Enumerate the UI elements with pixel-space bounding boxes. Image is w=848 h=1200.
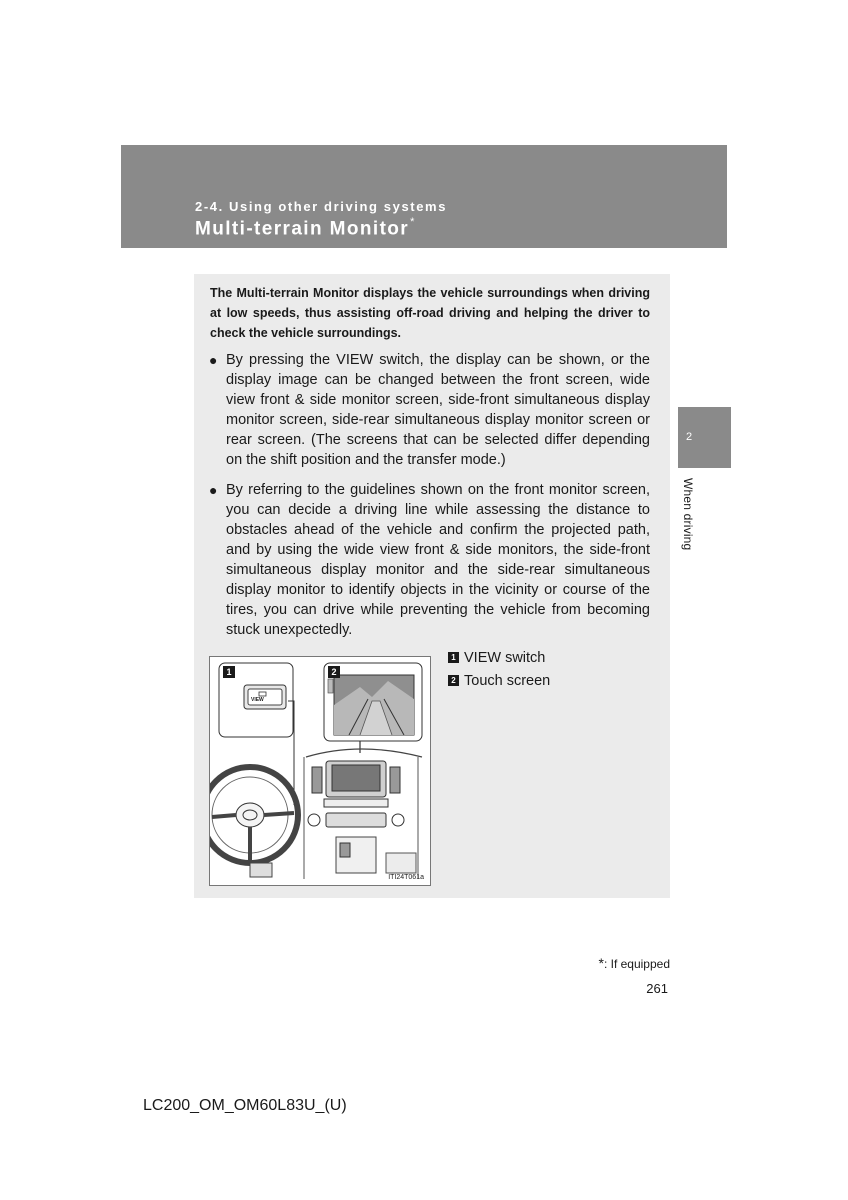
legend-label: VIEW switch xyxy=(464,650,546,666)
footnote xyxy=(598,955,670,971)
footnote-text: : If equipped xyxy=(603,957,670,971)
callout-2-badge: 2 xyxy=(328,666,340,678)
section-title: 2-4. Using other driving systems xyxy=(195,199,448,214)
chapter-tab-label: When driving xyxy=(681,478,695,551)
footnote-mark: * xyxy=(598,955,604,971)
section-header-bar xyxy=(121,145,727,248)
chapter-tab-number: 2 xyxy=(686,431,693,443)
page-title xyxy=(195,218,416,240)
chapter-tab[interactable] xyxy=(678,407,731,468)
legend-label: Touch screen xyxy=(464,673,551,689)
content-panel xyxy=(194,274,670,898)
document-code: LC200_OM_OM60L83U_(U) xyxy=(143,1097,347,1114)
callout-1-badge: 1 xyxy=(223,666,235,678)
dashboard-drawing xyxy=(210,657,430,885)
bullet-view-switch xyxy=(209,350,650,470)
legend-item-view-switch xyxy=(448,648,550,671)
bullet-dot-icon: ● xyxy=(209,482,218,498)
bullet-guidelines xyxy=(209,480,650,640)
figure-legend xyxy=(448,648,550,694)
page-number: 261 xyxy=(646,981,668,996)
bullet-text: By pressing the VIEW switch, the display can be shown, or the display image can be changed between the front screen, wide view front & side monitor screen, side-front simultaneous display monitor screen, side-rear simultaneous display monitor screen or rear screen. (The screens that can be selected differ depending on the shift position and the transfer mode.) xyxy=(226,352,650,468)
legend-number-badge: 1 xyxy=(448,652,459,663)
bullet-text: By referring to the guidelines shown on the front monitor screen, you can decide a driving line while assessing the distance to obstacles ahead of the vehicle and confirm the projected path, and by using the wide view front & side monitors, the side-front simultaneous display monitor and the side-rear simultaneous display monitor to identify objects in the vicinity or course of the tires, you can drive while preventing the vehicle from becoming stuck unexpectedly. xyxy=(226,482,650,638)
legend-number-badge: 2 xyxy=(448,675,459,686)
page-title-text: Multi-terrain Monitor xyxy=(195,218,410,240)
legend-item-touch-screen xyxy=(448,671,550,694)
dashboard-illustration xyxy=(209,656,431,886)
view-switch-label: VIEW xyxy=(251,697,264,703)
equipped-mark: * xyxy=(410,216,416,228)
intro-paragraph: The Multi-terrain Monitor displays the vehicle surroundings when driving at low speeds, thus assisting off-road driving and helping the driver to check the vehicle surroundings. xyxy=(210,286,650,340)
bullet-dot-icon: ● xyxy=(209,352,218,368)
figure-code: ITI24T061a xyxy=(388,874,424,881)
